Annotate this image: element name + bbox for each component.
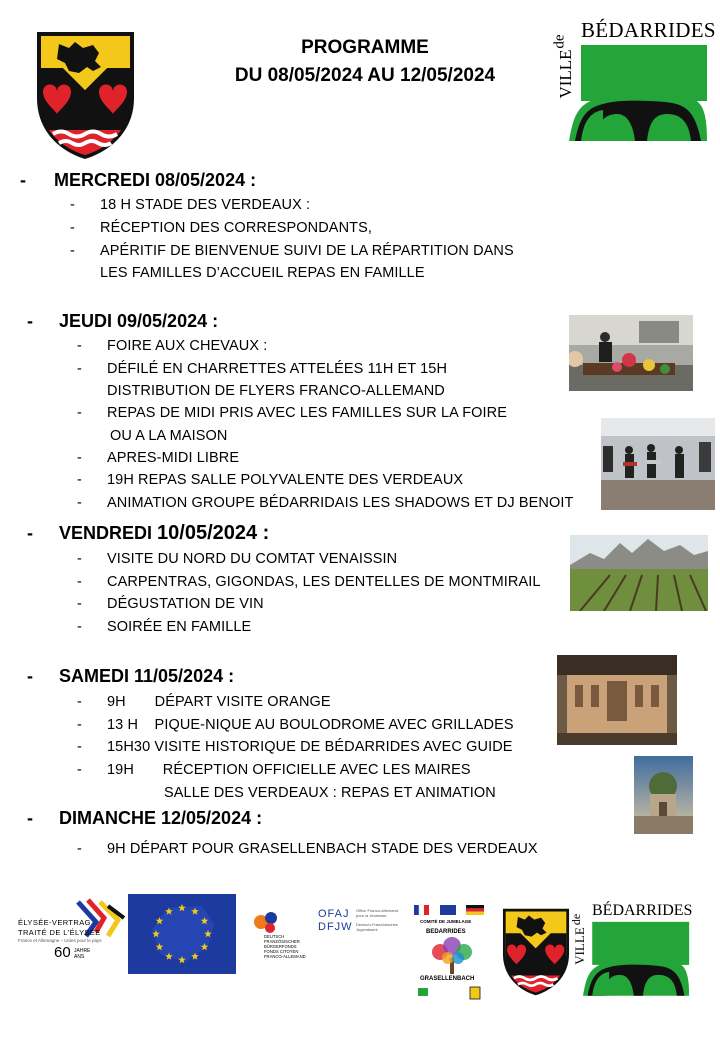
monument-photo xyxy=(634,756,693,834)
elysee-line1: ÉLYSÉE-VERTRAG xyxy=(18,918,91,927)
ofaj-desc4: Jugendwerk xyxy=(356,927,378,932)
day-heading-wednesday: - MERCREDI 08/05/2024 : xyxy=(20,170,257,190)
jumelage-label: COMITÉ DE JUMELAGE xyxy=(420,919,472,924)
elysee-treaty-logo xyxy=(18,898,128,964)
list-item: - 9H DÉPART VISITE ORANGE xyxy=(77,694,331,710)
list-item: - 9H DÉPART POUR GRASELLENBACH STADE DES VERDEAUX xyxy=(77,841,538,857)
list-item: - APRES-MIDI LIBRE xyxy=(77,450,240,466)
de-word: de xyxy=(551,34,568,49)
list-item: - APÉRITIF DE BIENVENUE SUIVI DE LA RÉPARTITION DANS xyxy=(70,243,514,259)
program-title-line1: PROGRAMME xyxy=(301,37,429,58)
coat-of-arms-logo-small xyxy=(500,906,572,998)
day-heading-thursday: - JEUDI 09/05/2024 : xyxy=(27,311,219,331)
horse-fair-photo xyxy=(569,315,693,391)
ville-word: VILLE xyxy=(556,49,575,99)
list-item-continuation: DISTRIBUTION DE FLYERS FRANCO-ALLEMAND xyxy=(107,383,445,399)
ville-word-small: VILLE xyxy=(572,927,587,965)
vineyard-landscape-photo xyxy=(570,535,708,611)
elysee-line2: TRAITÉ DE L'ÉLYSÉE xyxy=(18,928,101,937)
elysee-years: 60 xyxy=(54,944,71,961)
list-item: - 19H REPAS SALLE POLYVALENTE DES VERDEAUX xyxy=(77,472,464,488)
buergerfonds-line2: FRANZÖSISCHER xyxy=(264,939,300,944)
list-item-continuation: SALLE DES VERDEAUX : REPAS ET ANIMATION xyxy=(164,785,496,801)
ofaj-logo xyxy=(318,908,408,938)
bedarrides-word: BÉDARRIDES xyxy=(581,18,716,42)
ofaj-desc2: pour la Jeunesse xyxy=(356,913,387,918)
list-item: - SOIRÉE EN FAMILLE xyxy=(77,619,252,635)
buergerfonds-logo xyxy=(250,910,320,960)
jumelage-town2: GRASELLENBACH xyxy=(420,976,475,982)
list-item: - DÉFILÉ EN CHARRETTES ATTELÉES 11H ET 15H xyxy=(77,361,448,377)
eu-flag xyxy=(128,894,236,974)
band-concert-photo xyxy=(601,418,715,510)
list-item: - DÉGUSTATION DE VIN xyxy=(77,596,264,612)
list-item: - VISITE DU NORD DU COMTAT VENAISSIN xyxy=(77,551,398,567)
list-item: - 18 H STADE DES VERDEAUX : xyxy=(70,197,311,213)
orange-theatre-photo xyxy=(557,655,677,745)
buergerfonds-line5: FRANCO-ALLEMAND xyxy=(264,954,306,959)
elysee-years-label: JAHRE ANS xyxy=(74,948,91,960)
ofaj-bottom: DFJW xyxy=(318,921,353,933)
list-item: - ANIMATION GROUPE BÉDARRIDAIS LES SHADOWS ET DJ BENOIT xyxy=(77,495,574,511)
list-item-continuation: OU A LA MAISON xyxy=(110,428,228,444)
buergerfonds-line4: FONDS CITOYEN xyxy=(264,949,299,954)
list-item: - 19H RÉCEPTION OFFICIELLE AVEC LES MAIRES xyxy=(77,762,471,778)
day-heading-saturday: - SAMEDI 11/05/2024 : xyxy=(27,666,235,686)
coat-of-arms-logo xyxy=(33,28,138,163)
list-item: - 13 H PIQUE-NIQUE AU BOULODROME AVEC GRILLADES xyxy=(77,717,514,733)
ofaj-desc1: Office Franco-Allemand xyxy=(356,908,398,913)
elysee-line3: France et Allemagne – Unies pour le pays xyxy=(18,938,102,943)
bedarrides-word-small: BÉDARRIDES xyxy=(592,902,693,919)
de-word-small: de xyxy=(569,913,584,926)
buergerfonds-line1: DEUTSCH xyxy=(264,934,285,939)
program-title-line2: DU 08/05/2024 AU 12/05/2024 xyxy=(234,65,496,86)
day-heading-sunday: - DIMANCHE 12/05/2024 : xyxy=(27,808,263,828)
day-heading-friday: - VENDREDI 10/05/2024 : xyxy=(27,522,270,544)
ville-bedarrides-logo-small xyxy=(569,898,694,998)
list-item: - CARPENTRAS, GIGONDAS, LES DENTELLES DE MONTMIRAIL xyxy=(77,574,541,590)
jumelage-town1: BEDARRIDES xyxy=(426,929,466,935)
ofaj-desc3: Deutsch-Französisches xyxy=(356,922,398,927)
list-item: - 15H30 VISITE HISTORIQUE DE BÉDARRIDES AVEC GUIDE xyxy=(77,739,513,755)
list-item: - FOIRE AUX CHEVAUX : xyxy=(77,338,268,354)
ville-bedarrides-logo xyxy=(551,14,716,144)
list-item-continuation: LES FAMILLES D’ACCUEIL REPAS EN FAMILLE xyxy=(100,265,425,281)
jumelage-committee-logo xyxy=(412,904,492,1000)
buergerfonds-line3: BÜRGERFONDS xyxy=(264,944,297,949)
ofaj-top: OFAJ xyxy=(318,908,350,920)
list-item: - REPAS DE MIDI PRIS AVEC LES FAMILLES SUR LA FOIRE xyxy=(77,405,508,421)
list-item: - RÉCEPTION DES CORRESPONDANTS, xyxy=(70,220,372,236)
